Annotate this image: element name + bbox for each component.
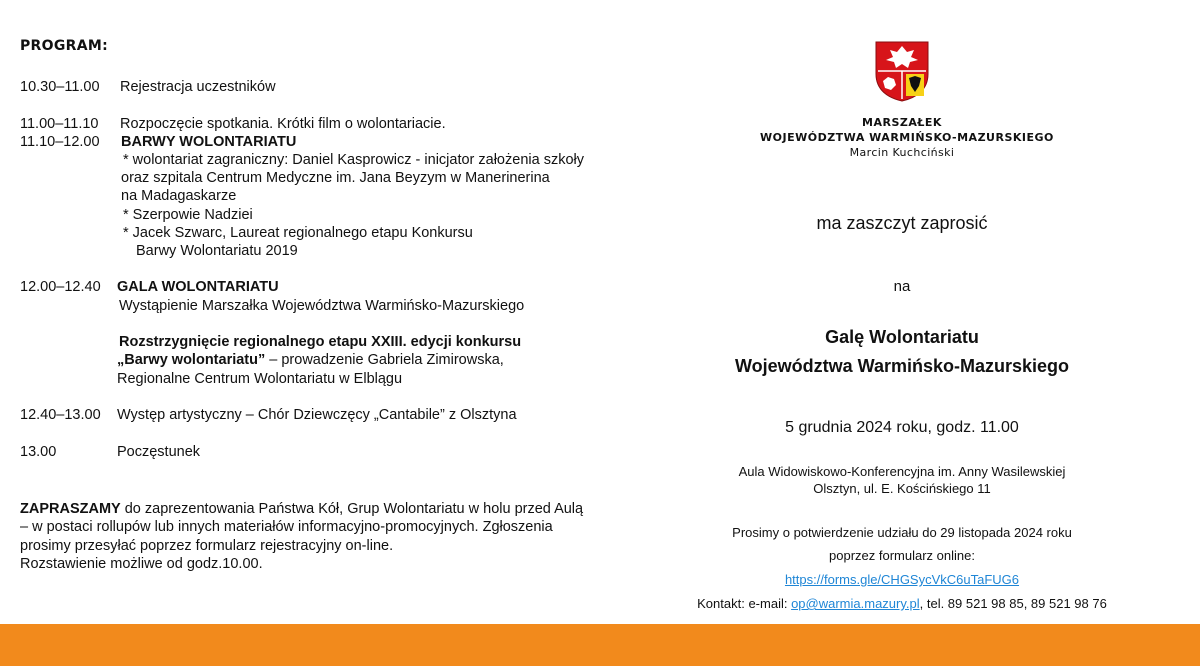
invite-line-3: prosimy przesyłać poprzez formularz rejestracyjny on-line. (20, 538, 394, 554)
program-time-3: 11.10–12.00 (20, 134, 100, 150)
contest-name: „Barwy wolontariatu” (117, 352, 266, 368)
footer-bar (0, 624, 1200, 666)
invite-rest: do zaprezentowania Państwa Kół, Grup Wolontariatu w holu przed Aulą (120, 501, 584, 517)
contact-phones: , tel. 89 521 98 85, 89 521 98 76 (919, 596, 1107, 611)
rsvp-line-2: poprzez formularz online: (829, 548, 975, 563)
program-text-1: Rejestracja uczestników (120, 79, 276, 95)
program-line-4-2: Rozstrzygnięcie regionalnego etapu XXIII. edycji konkursu (119, 334, 522, 350)
program-time-2: 11.00–11.10 (20, 116, 99, 132)
org-name: Marcin Kuchciński (849, 146, 955, 159)
contact-line (660, 596, 1144, 611)
program-line-3-1: * wolontariat zagraniczny: Daniel Kasprowicz - inicjator założenia szkoły (123, 152, 584, 168)
program-line-3-4: * Szerpowie Nadziei (123, 207, 253, 223)
program-time-1: 10.30–11.00 (20, 79, 100, 95)
contest-host: – prowadzenie Gabriela Zimirowska, (265, 352, 504, 368)
honor-text: ma zaszczyt zaprosić (816, 213, 988, 233)
event-date: 5 grudnia 2024 roku, godz. 11.00 (785, 419, 1019, 436)
program-time-4: 12.00–12.40 (20, 279, 101, 295)
invite-line-2: – w postaci rollupów lub innych materiałów informacyjno-promocyjnych. Zgłoszenia (20, 519, 553, 535)
venue-line-1: Aula Widowiskowo-Konferencyjna im. Anny Wasilewskiej (738, 464, 1066, 479)
coat-of-arms-icon (874, 40, 930, 102)
program-text-2: Rozpoczęcie spotkania. Krótki film o wolontariacie. (120, 116, 446, 132)
program-line-4-4: Regionalne Centrum Wolontariatu w Elblągu (117, 371, 403, 387)
org-title-2: WOJEWÓDZTWA WARMIŃSKO-MAZURSKIEGO (760, 131, 1054, 144)
contact-prefix: Kontakt: e-mail: (697, 596, 792, 611)
program-heading: PROGRAM: (20, 38, 108, 54)
invite-bold: ZAPRASZAMY (20, 501, 121, 517)
program-line-3-2: oraz szpitala Centrum Medyczne im. Jana Beyzym w Manerinerina (121, 170, 550, 186)
program-line-3-3: na Madagaskarze (121, 188, 237, 204)
program-line-3-5: * Jacek Szwarc, Laureat regionalnego etapu Konkursu (123, 225, 473, 241)
form-link-row (700, 572, 1104, 587)
program-title-4: GALA WOLONTARIATU (117, 279, 279, 295)
venue-line-2: Olsztyn, ul. E. Kościńskiego 11 (813, 481, 991, 496)
program-text-5: Występ artystyczny – Chór Dziewczęcy „Cantabile” z Olsztyna (117, 407, 517, 423)
org-title-1: MARSZAŁEK (862, 116, 942, 129)
program-text-6: Poczęstunek (117, 444, 201, 460)
invite-line-4: Rozstawienie możliwe od godz.10.00. (20, 556, 263, 572)
program-line-4-3 (117, 351, 504, 369)
program-line-3-6: Barwy Wolontariatu 2019 (136, 243, 298, 259)
rsvp-line-1: Prosimy o potwierdzenie udziału do 29 listopada 2024 roku (732, 525, 1072, 540)
event-title-2: Województwa Warmińsko-Mazurskiego (734, 356, 1070, 376)
program-time-5: 12.40–13.00 (20, 407, 101, 423)
contact-email-link[interactable]: op@warmia.mazury.pl (791, 596, 920, 611)
program-line-4-1: Wystąpienie Marszałka Województwa Warmińsko-Mazurskiego (119, 298, 525, 314)
na-text: na (893, 278, 911, 295)
form-link[interactable]: https://forms.gle/CHGSycVkC6uTaFUG6 (784, 572, 1020, 587)
program-title-3: BARWY WOLONTARIATU (121, 134, 297, 150)
event-title-1: Galę Wolontariatu (825, 327, 979, 347)
invite-line-1 (20, 500, 583, 518)
program-time-6: 13.00 (20, 444, 57, 460)
